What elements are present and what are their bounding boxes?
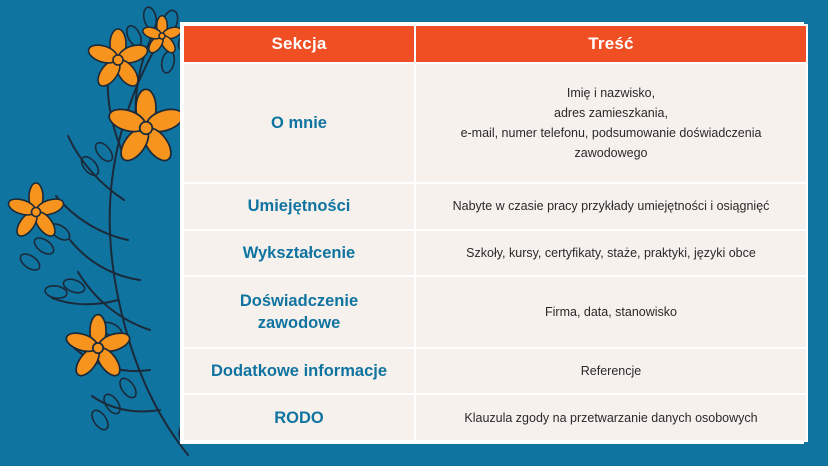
column-header-section: Sekcja [183,25,415,63]
section-label-doswiadczenie-zawodowe [183,276,415,348]
table-row [183,183,807,230]
table-row [183,394,807,441]
content-line: Imię i nazwisko, [566,86,656,101]
section-label-line: Doświadczenie [239,291,359,310]
section-content-dodatkowe-informacje [415,348,807,395]
section-label-umiejetnosci: Umiejętności [183,183,415,230]
section-label-rodo: RODO [183,394,415,441]
table-row [183,276,807,348]
table-row [183,230,807,277]
content-line: Firma, data, stanowisko [545,305,677,319]
section-label-wyksztalcenie: Wykształcenie [183,230,415,277]
section-content-rodo [415,394,807,441]
content-line: Szkoły, kursy, certyfikaty, staże, praktyki, języki obce [466,245,756,260]
table-header-row [183,25,807,63]
content-line: Referencje [580,364,642,379]
column-header-content: Treść [415,25,807,63]
content-line: Klauzula zgody na przetwarzanie danych osobowych [464,410,758,425]
section-content-doswiadczenie-zawodowe [415,276,807,348]
section-label-o-mnie: O mnie [183,63,415,183]
section-content-umiejetnosci [415,183,807,230]
content-line: zawodowego [574,146,648,161]
table-row [183,348,807,395]
table-row [183,63,807,183]
content-line: adres zamieszkania, [554,106,668,121]
section-label-line: zawodowe [257,314,341,332]
section-label-dodatkowe-informacje: Dodatkowe informacje [183,348,415,395]
content-line: Nabyte w czasie pracy przykłady umiejętności i osiągnięć [452,199,770,214]
orange-flowers-illustration [0,0,210,466]
section-content-wyksztalcenie [415,230,807,277]
content-line: e-mail, numer telefonu, podsumowanie doświadczenia [460,126,762,141]
section-content-o-mnie [415,63,807,183]
cv-sections-table [180,22,804,444]
